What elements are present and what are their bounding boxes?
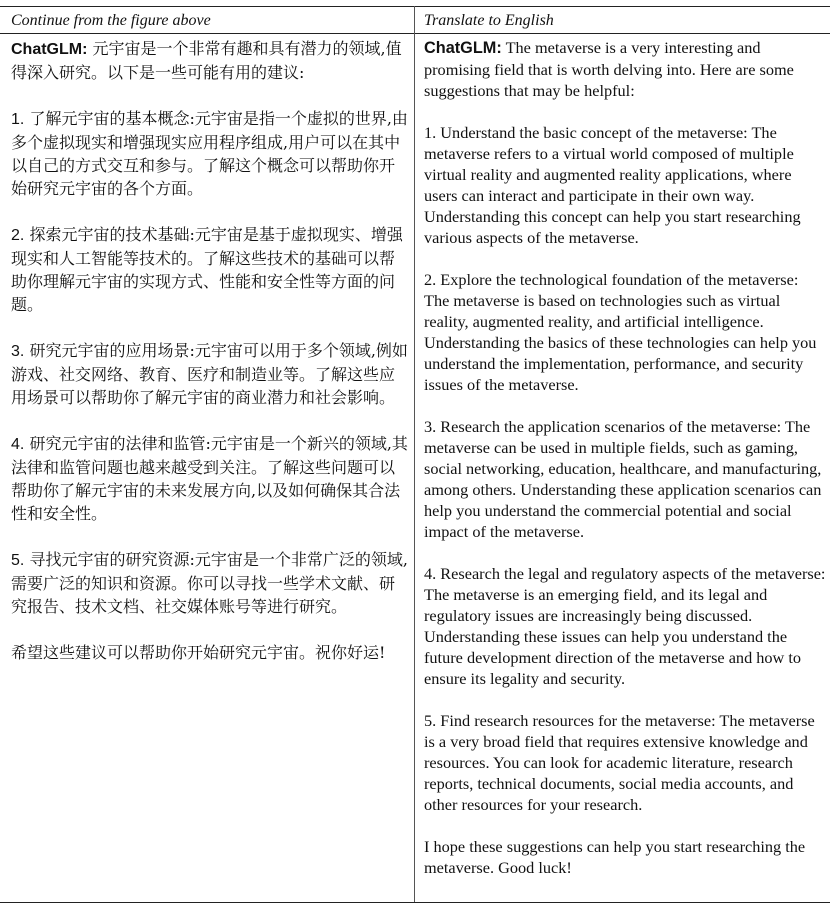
right-item-3 [424,416,827,542]
item-number: 4. [424,564,437,583]
item-text: Research the application scenarios of the metaverse: The metaverse can be used in multiple fields, such as gaming, social networking, education, healthcare, and manufacturing, among others. Understanding these application scenarios can help you understand the commercial potential and social impact of the metaverse. [424,417,822,541]
right-intro [424,37,827,101]
item-text: Find research resources for the metaverse: The metaverse is a very broad field that requires extensive knowledge and resources. You can look for academic literature, research reports, technical documents, social media accounts, and other resources for your research. [424,711,815,814]
left-item-2 [11,223,409,316]
item-number: 1. [424,123,437,142]
table-bottom-rule [0,902,830,903]
item-text: 探索元宇宙的技术基础:元宇宙是基于虚拟现实、增强现实和人工智能等技术的。了解这些技术的基础可以帮助你理解元宇宙的实现方式、性能和安全性等方面的问题。 [11,225,403,314]
item-text: 研究元宇宙的法律和监管:元宇宙是一个新兴的领域,其法律和监管问题也越来越受到关注。了解这些问题可以帮助你了解元宇宙的未来发展方向,以及如何确保其合法性和安全性。 [11,434,408,523]
column-divider [414,6,415,902]
item-number: 3. [11,343,25,360]
left-item-4 [11,432,409,525]
left-intro [11,37,409,84]
speaker-label: ChatGLM: [424,39,502,57]
item-number: 5. [11,552,25,569]
left-closing: 希望这些建议可以帮助你开始研究元宇宙。祝你好运! [11,643,386,662]
left-column-header: Continue from the figure above [11,12,211,29]
item-number: 3. [424,417,437,436]
item-number: 4. [11,436,25,453]
right-item-2 [424,269,827,395]
item-text: Understand the basic concept of the metaverse: The metaverse refers to a virtual world composed of multiple virtual reality and augmented reality applications, where users can interact and participate in their own way. Understanding this concept can help you start researching various aspects of the metaverse. [424,123,801,247]
left-item-5 [11,548,409,618]
item-number: 1. [11,111,25,128]
left-column [11,37,409,664]
left-item-3 [11,339,409,409]
right-closing: I hope these suggestions can help you start researching the metaverse. Good luck! [424,837,806,877]
left-item-1 [11,107,409,200]
header-rule [0,33,830,34]
table-top-rule [0,6,830,7]
right-column [424,37,827,878]
item-text: 寻找元宇宙的研究资源:元宇宙是一个非常广泛的领域,需要广泛的知识和资源。你可以寻找一些学术文献、研究报告、技术文档、社交媒体账号等进行研究。 [11,550,408,616]
item-text: 研究元宇宙的应用场景:元宇宙可以用于多个领域,例如游戏、社交网络、教育、医疗和制造业等。了解这些应用场景可以帮助你了解元宇宙的商业潜力和社会影响。 [11,341,408,407]
right-item-4 [424,563,827,689]
item-text: Explore the technological foundation of the metaverse: The metaverse is based on technologies such as virtual reality, augmented reality, and artificial intelligence. Understanding the basics of these technologies can help you understand the implementation, performance, and security issues of the metaverse. [424,270,817,394]
item-number: 2. [11,227,25,244]
item-number: 2. [424,270,437,289]
right-item-5 [424,710,827,815]
item-text: 了解元宇宙的基本概念:元宇宙是指一个虚拟的世界,由多个虚拟现实和增强现实应用程序组成,用户可以在其中以自己的方式交互和参与。了解这个概念可以帮助你开始研究元宇宙的各个方面。 [11,109,408,198]
item-text: Research the legal and regulatory aspects of the metaverse: The metaverse is an emerging field, and its legal and regulatory issues are increasingly being discussed. Understanding these issues can help you understand the future development direction of the metaverse and how to ensure its legality and security. [424,564,826,688]
intro-text: The metaverse is a very interesting and promising field that is worth delving into. Here are some suggestions that may be helpful: [424,38,794,100]
right-item-1 [424,122,827,248]
speaker-label: ChatGLM: [11,41,88,58]
item-number: 5. [424,711,437,730]
intro-text: 元宇宙是一个非常有趣和具有潜力的领域,值得深入研究。以下是一些可能有用的建议: [11,39,402,82]
right-column-header: Translate to English [424,12,554,29]
